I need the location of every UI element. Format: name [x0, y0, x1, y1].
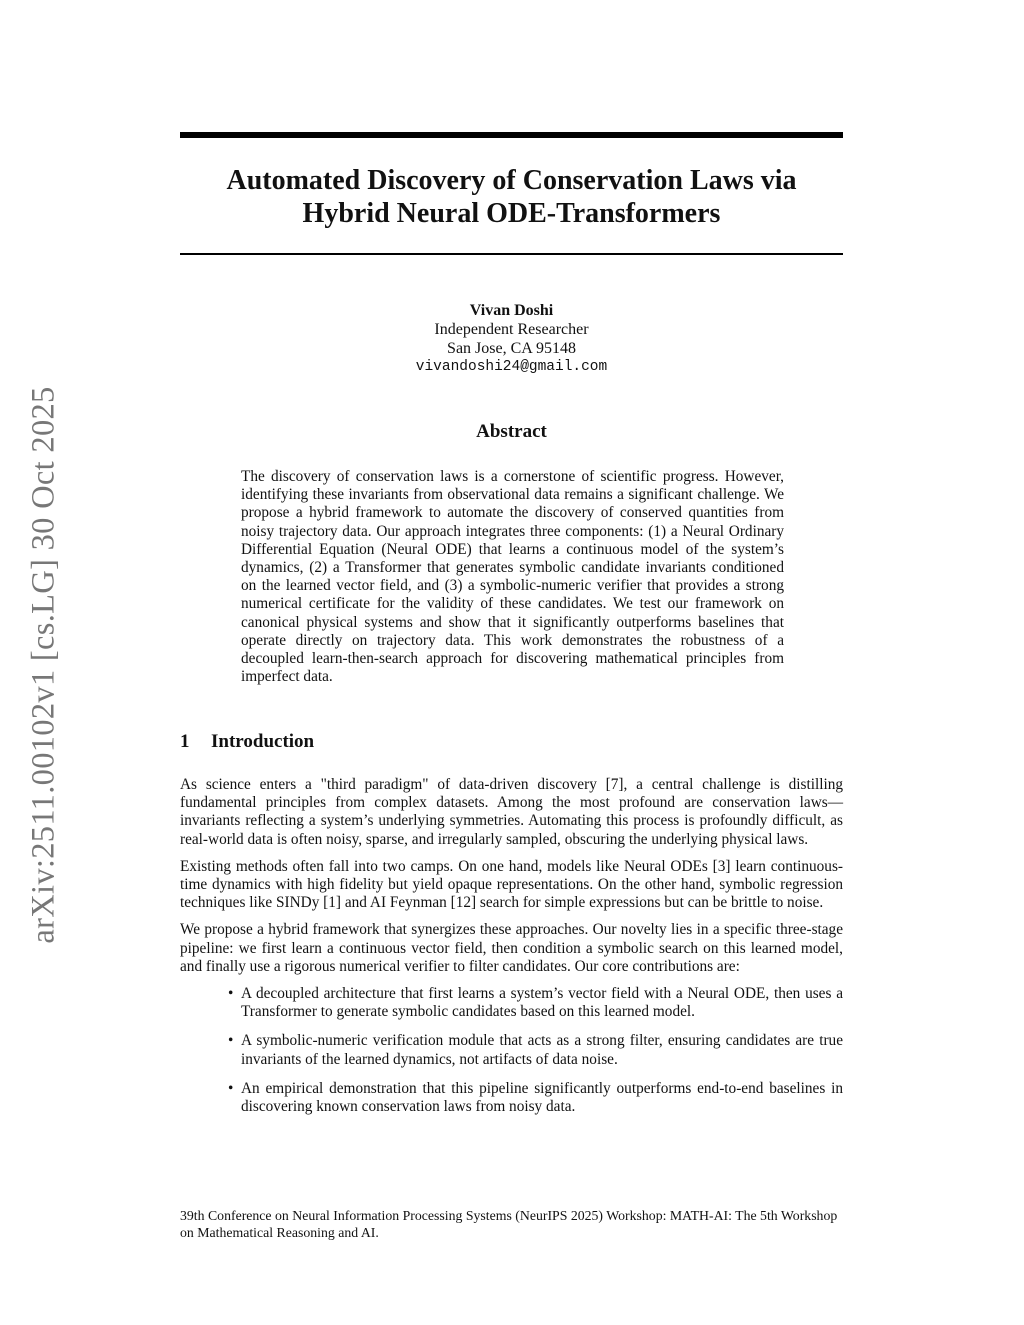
- section-heading-introduction: [180, 731, 314, 753]
- contribution-item-2: [228, 1032, 843, 1068]
- author-location: San Jose, CA 95148: [447, 340, 576, 357]
- author-affiliation: Independent Researcher: [434, 321, 589, 338]
- author-block: [180, 301, 843, 377]
- conference-footnote: 39th Conference on Neural Information Processing Systems (NeurIPS 2025) Workshop: MATH-AI: The 5th Workshop on Mathematical Reasoning and AI.: [180, 1208, 838, 1240]
- bullet-icon: •: [228, 1032, 234, 1050]
- abstract-heading: Abstract: [476, 421, 547, 442]
- arxiv-identifier-stamp: arXiv:2511.00102v1 [cs.LG] 30 Oct 2025: [25, 386, 62, 944]
- contribution-text-1: A decoupled architecture that first learns a system’s vector field with a Neural ODE, then uses a Transformer to generate symbolic candidates based on this learned model.: [241, 985, 843, 1021]
- contribution-text-2: A symbolic-numeric verification module that acts as a strong filter, ensuring candidates are true invariants of the learned dynamics, not artifacts of data noise.: [241, 1032, 843, 1068]
- author-name: Vivan Doshi: [469, 302, 554, 319]
- section-title: Introduction: [211, 731, 315, 752]
- title-top-rule: [180, 132, 843, 138]
- author-email: vivandoshi24@gmail.com: [415, 359, 608, 375]
- intro-paragraph-3: We propose a hybrid framework that synergizes these approaches. Our novelty lies in a specific three-stage pipeline: we first learn a continuous vector field, then condition a symbolic search on this learned model, and finally use a rigorous numerical verifier to filter candidates. Our core contributions are:: [180, 921, 843, 975]
- bullet-icon: •: [228, 985, 234, 1003]
- intro-paragraph-1: As science enters a "third paradigm" of data-driven discovery [7], a central challenge is distilling fundamental principles from complex datasets. Among the most profound are conservation laws—invariants reflecting a system’s underlying symmetries. Automating this process is profoundly difficult, as real-world data is often noisy, sparse, and irregularly sampled, obscuring the underlying physical laws.: [180, 776, 843, 848]
- paper-title: [180, 164, 843, 230]
- bullet-icon: •: [228, 1079, 234, 1097]
- contribution-item-1: [228, 985, 843, 1021]
- intro-paragraph-2: Existing methods often fall into two camps. On one hand, models like Neural ODEs [3] learn continuous-time dynamics with high fidelity but yield opaque representations. On the other hand, symbolic regression techniques like SINDy [1] and AI Feynman [12] search for simple expressions but can be brittle to noise.: [180, 857, 843, 912]
- section-number: 1: [180, 731, 190, 752]
- title-line-1: Automated Discovery of Conservation Laws via: [226, 165, 797, 196]
- introduction-body: [180, 776, 843, 1127]
- contribution-item-3: [228, 1079, 843, 1116]
- title-line-2: Hybrid Neural ODE-Transformers: [302, 198, 721, 229]
- title-bottom-rule: [180, 253, 843, 255]
- abstract-text: The discovery of conservation laws is a cornerstone of scientific progress. However, identifying these invariants from observational data remains a significant challenge. We propose a hybrid framework to automate the discovery of conserved quantities from noisy trajectory data. Our approach integrates three components: (1) a Neural Ordinary Differential Equation (Neural ODE) that learns a continuous model of the system’s dynamics, (2) a Transformer that generates symbolic candidate invariants conditioned on the learned vector field, and (3) a symbolic-numeric verifier that provides a strong numerical certificate for the validity of these candidates. We test our framework on canonical physical systems and show that it significantly outperforms baselines that operate directly on trajectory data. This work demonstrates the robustness of a decoupled learn-then-search approach for discovering mathematical principles from imperfect data.: [241, 468, 784, 686]
- contributions-list: [180, 985, 843, 1116]
- contribution-text-3: An empirical demonstration that this pipeline significantly outperforms end-to-end baselines in discovering known conservation laws from noisy data.: [241, 1079, 843, 1116]
